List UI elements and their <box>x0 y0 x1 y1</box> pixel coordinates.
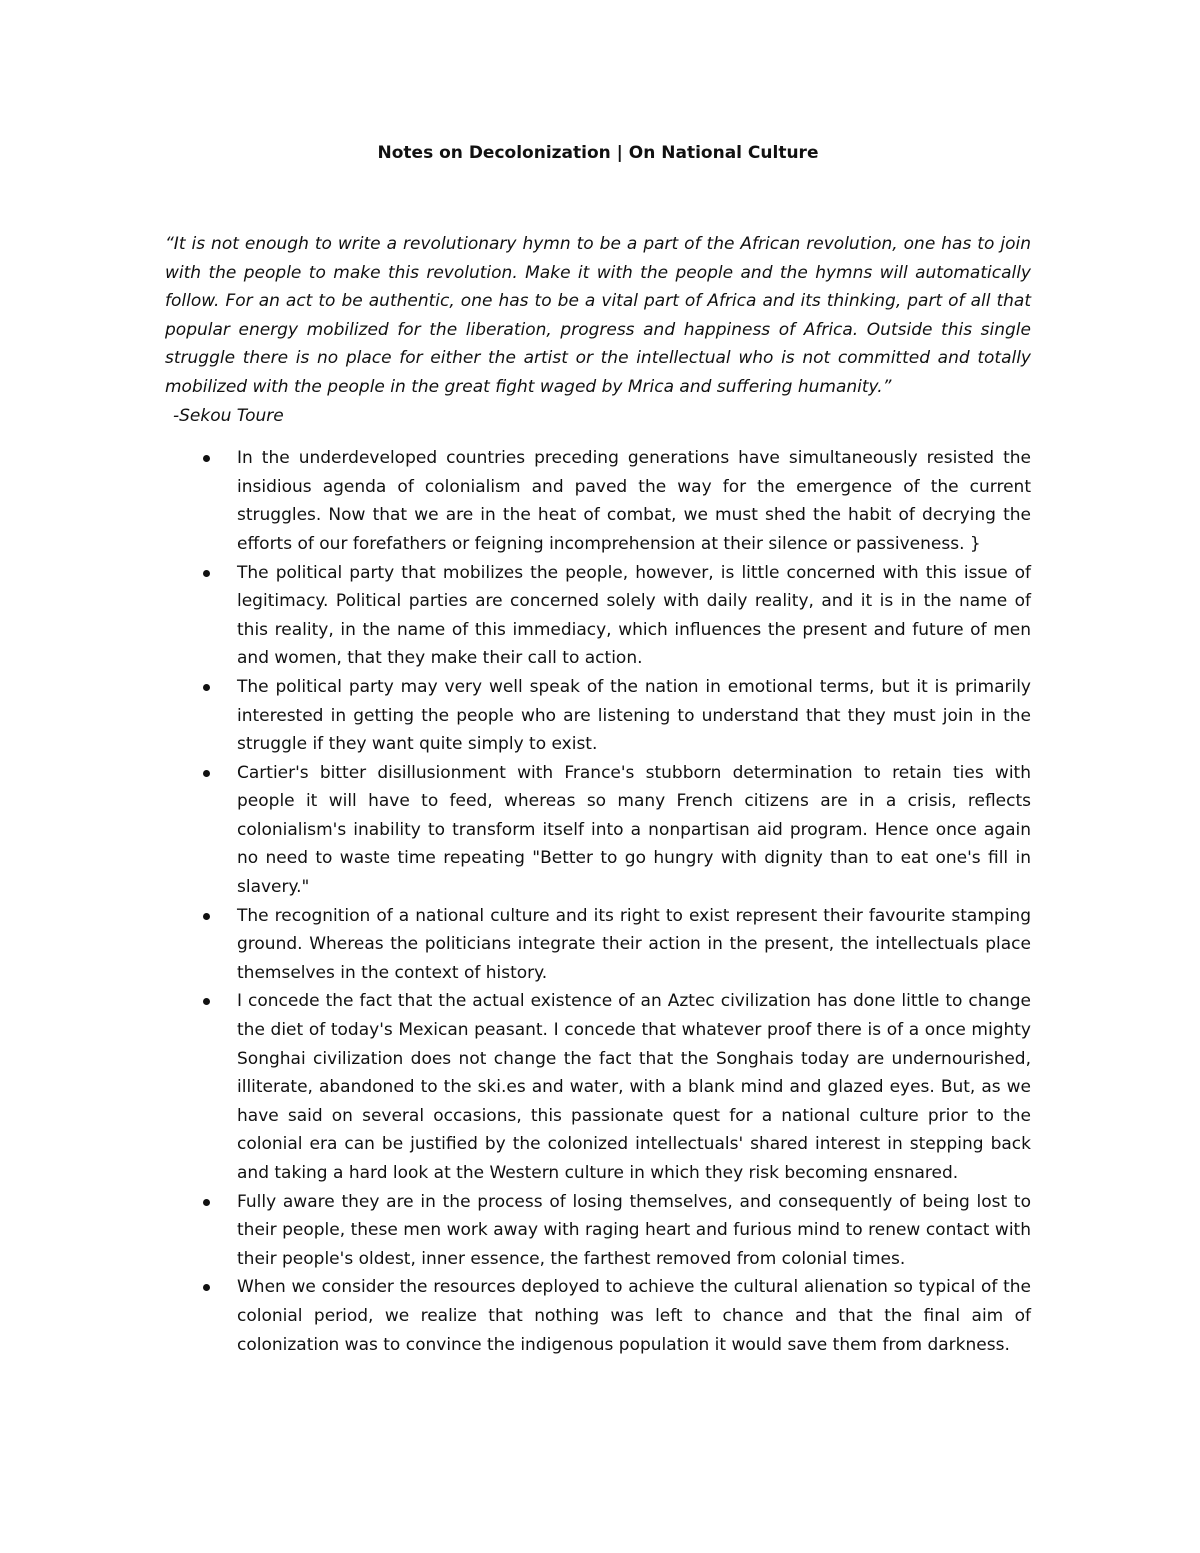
list-item <box>165 759 1031 902</box>
bullet-icon <box>203 770 210 777</box>
list-item-text: The political party may very well speak of the nation in emotional terms, but it is primarily interested in getting the people who are listening to understand that they must join in the struggle if they want quite simply to exist. <box>237 676 1031 755</box>
list-item <box>165 444 1031 558</box>
epigraph-attribution: -Sekou Toure <box>173 405 284 426</box>
list-item <box>165 559 1031 673</box>
list-item-text: The political party that mobilizes the people, however, is little concerned with this issue of legitimacy. Political parties are concerned solely with daily reality, and it is in the name of this reality, in the name of this immediacy, which influences the present and future of men and women, that they make their call to action. <box>237 562 1031 669</box>
list-item <box>165 673 1031 759</box>
bullet-icon <box>203 913 210 920</box>
bullet-icon <box>203 998 210 1005</box>
list-item-text: In the underdeveloped countries preceding generations have simultaneously resisted the insidious agenda of colonialism and paved the way for the emergence of the current struggles. Now that we are in the heat of combat, we must shed the habit of decrying the efforts of our forefathers or feigning incomprehension at their silence or passiveness. } <box>237 448 1031 554</box>
bullet-icon <box>203 1199 210 1206</box>
list-item <box>165 902 1031 988</box>
list-item <box>165 987 1031 1187</box>
list-item-text: The recognition of a national culture and its right to exist represent their favourite stamping ground. Whereas the politicians integrate their action in the present, the intellectuals place themselves in the context of history. <box>237 905 1031 983</box>
bullet-icon <box>203 455 210 462</box>
bullet-icon <box>203 1284 210 1291</box>
notes-list <box>165 444 1031 1359</box>
epigraph-quote: “It is not enough to write a revolutionary hymn to be a part of the African revolution, one has to join with the people to make this revolution. Make it with the people and the hymns will automatically follow. For an act to be authentic, one has to be a vital part of Africa and its thinking, part of all that popular energy mobilized for the liberation, progress and happiness of Africa. Outside this single struggle there is no place for either the artist or the intellectual who is not committed and totally mobilized with the people in the great fight waged by Mrica and suffering humanity.” <box>165 234 1031 397</box>
list-item-text: Fully aware they are in the process of losing themselves, and consequently of being lost to their people, these men work away with raging heart and furious mind to renew contact with their people's oldest, inner essence, the farthest removed from colonial times. <box>237 1191 1031 1269</box>
list-item-text: When we consider the resources deployed to achieve the cultural alienation so typical of the colonial period, we realize that nothing was left to chance and that the final aim of colonization was to convince the indigenous population it would save them from darkness. <box>237 1277 1031 1355</box>
list-item <box>165 1273 1031 1359</box>
document-page <box>165 138 1031 1359</box>
list-item-text: Cartier's bitter disillusionment with France's stubborn determination to retain ties with people it will have to feed, whereas so many French citizens are in a crisis, reflects colonialism's inability to transform itself into a nonpartisan aid program. Hence once again no need to waste time repeating "Better to go hungry with dignity than to eat one's fill in slavery." <box>237 762 1031 898</box>
bullet-icon <box>203 684 210 691</box>
document-title: Notes on Decolonization | On National Culture <box>377 143 819 163</box>
list-item <box>165 1188 1031 1274</box>
list-item-text: I concede the fact that the actual existence of an Aztec civilization has done little to change the diet of today's Mexican peasant. I concede that whatever proof there is of a once mighty Songhai civilization does not change the fact that the Songhais today are undernourished, illiterate, abandoned to the ski.es and water, with a blank mind and glazed eyes. But, as we have said on several occasions, this passionate quest for a national culture prior to the colonial era can be justified by the colonized intellectuals' shared interest in stepping back and taking a hard look at the Western culture in which they risk becoming ensnared. <box>237 991 1031 1183</box>
bullet-icon <box>203 570 210 577</box>
